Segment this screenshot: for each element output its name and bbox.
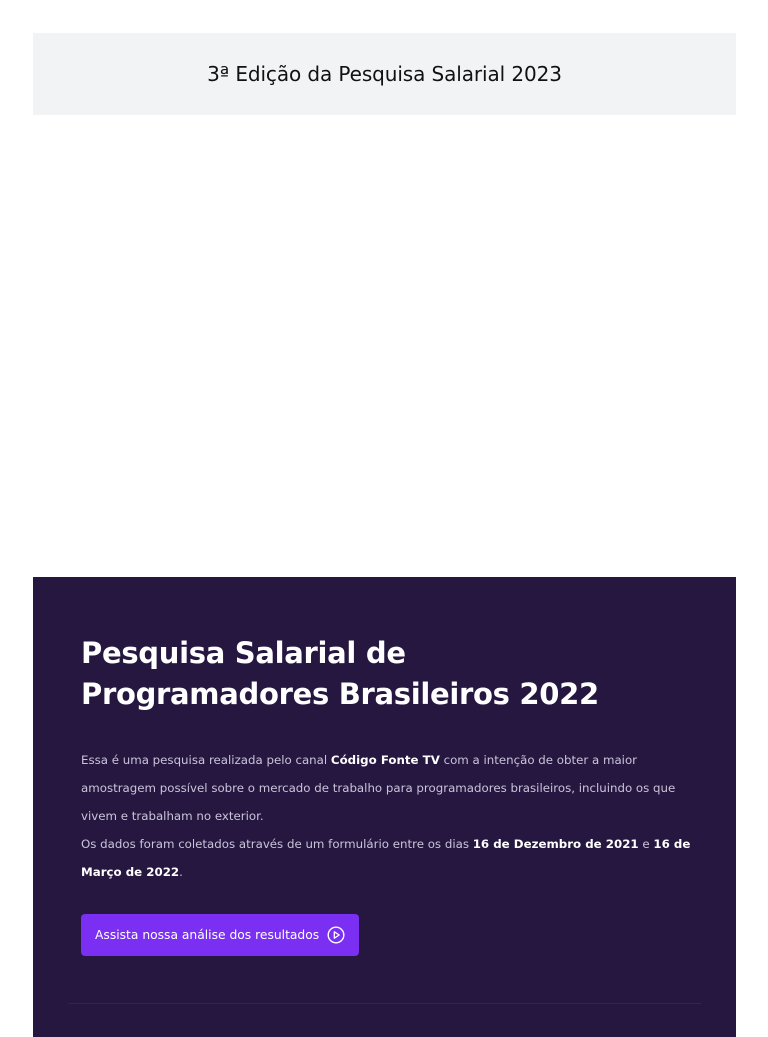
start-date: 16 de Dezembro de 2021 bbox=[472, 837, 639, 851]
desc-p2-before: Os dados foram coletados através de um formulário entre os dias bbox=[81, 837, 473, 851]
hero-title bbox=[81, 633, 681, 715]
hero-section bbox=[33, 577, 736, 1037]
hero-title-line-1: Pesquisa Salarial de bbox=[81, 636, 406, 670]
watch-analysis-label: Assista nossa análise dos resultados bbox=[95, 928, 320, 942]
desc-p2-after: . bbox=[179, 865, 183, 879]
desc-p1-before: Essa é uma pesquisa realizada pelo canal bbox=[81, 753, 331, 767]
watch-analysis-button[interactable] bbox=[81, 914, 359, 956]
hero-divider bbox=[68, 1003, 701, 1004]
channel-name: Código Fonte TV bbox=[330, 753, 440, 767]
hero-description bbox=[81, 746, 693, 886]
desc-p1-after: com a intenção de obter a maior amostragem possível sobre o mercado de trabalho para programadores brasileiros, incluindo os que vivem e trabalham no exterior. bbox=[81, 753, 676, 823]
banner-title: 3ª Edição da Pesquisa Salarial 2023 bbox=[207, 62, 562, 86]
play-circle-icon bbox=[327, 926, 345, 944]
end-date: 16 de Março de 2022 bbox=[81, 837, 691, 879]
hero-title-line-2: Programadores Brasileiros 2022 bbox=[81, 677, 599, 711]
top-banner bbox=[33, 33, 736, 115]
desc-p2-middle: e bbox=[638, 837, 654, 851]
